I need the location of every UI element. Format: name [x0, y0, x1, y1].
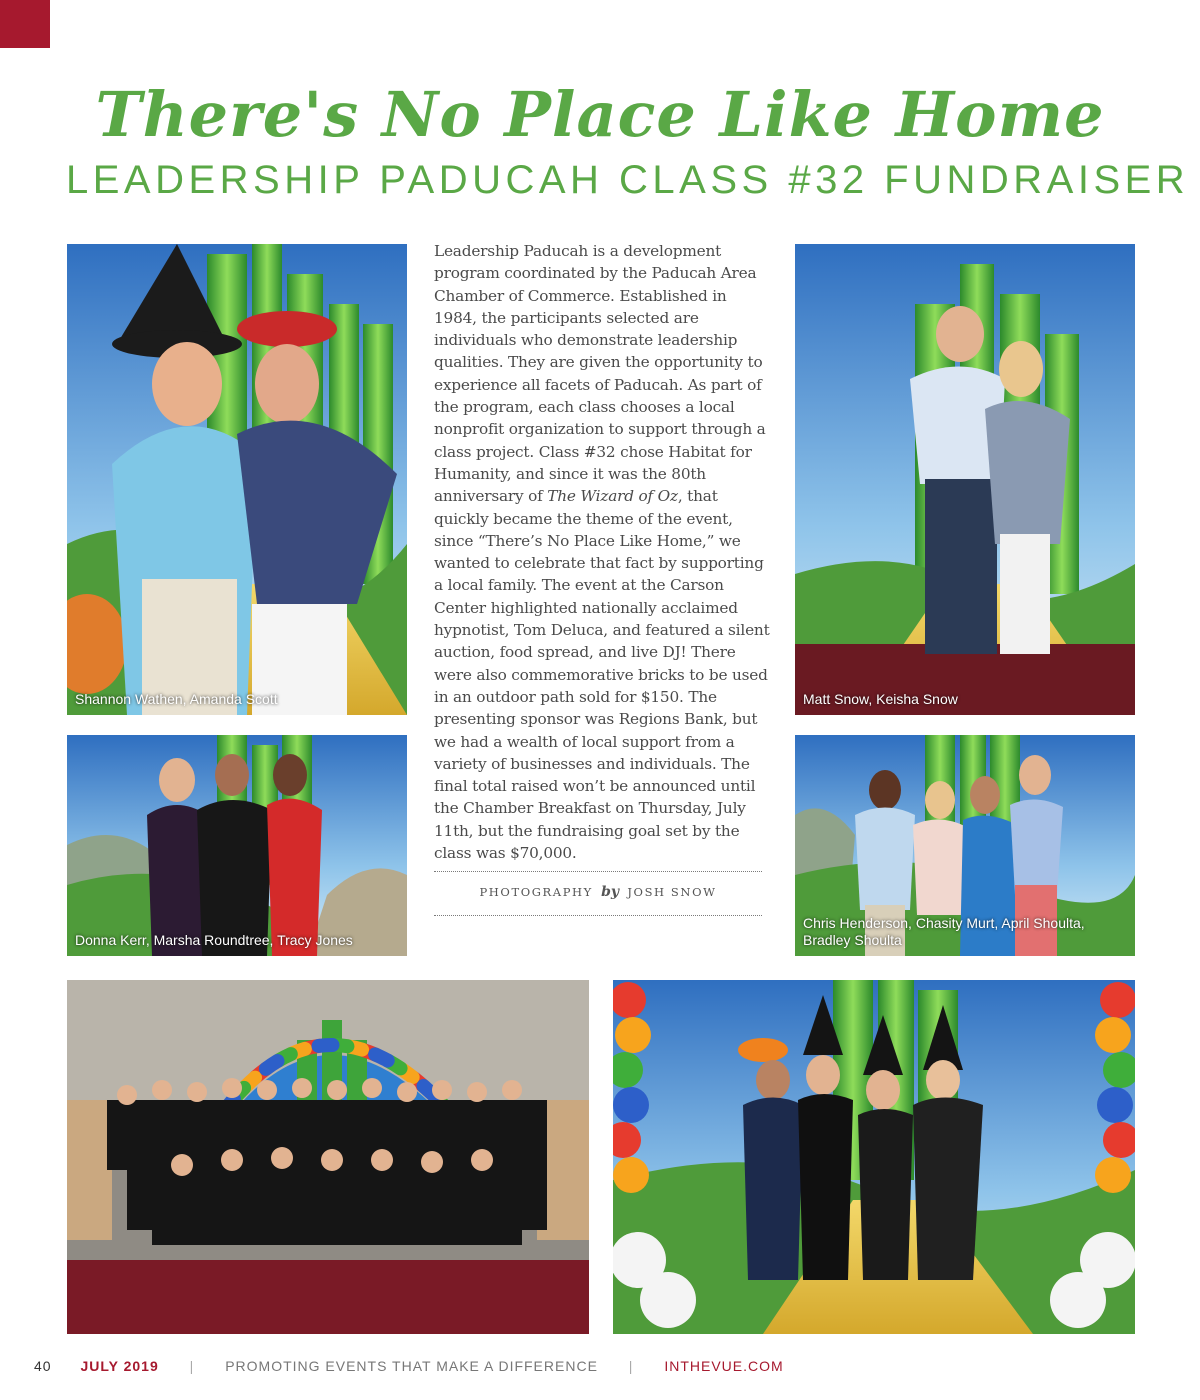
photo-image: [67, 244, 407, 715]
photo-credit-by: by: [601, 884, 620, 900]
photo-image: [67, 980, 589, 1334]
photo-caption: Chris Henderson, Chasity Murt, April Shoulta, Bradley Shoulta: [803, 915, 1085, 948]
photo-image: [613, 980, 1135, 1334]
article-body: [434, 240, 774, 864]
article-text-1: Leadership Paducah is a development program coordinated by the Paducah Area Chamber of Commerce. Established in 1984, the participants selected are individuals who demonstrate leadership qualities. They are given the opportunity to experience all facets of Paducah. As part of the program, each class chooses a local nonprofit organization to support through a class project. Class #32 chose Habitat for Humanity, and since it was the 80th anniversary of: [434, 242, 766, 506]
photo-class-group: [67, 980, 589, 1334]
page-subtitle: LEADERSHIP PADUCAH CLASS #32 FUNDRAISER: [66, 158, 1190, 202]
photo-credit-name: JOSH SNOW: [627, 885, 717, 899]
photo-matt-keisha: [795, 244, 1135, 715]
photo-chris-chasity-april-bradley: [795, 735, 1135, 956]
article-text-2: , that quickly became the theme of the event, since “There’s No Place Like Home,” we wanted to celebrate that fact by supporting a local family. The event at the Carson Center highlighted nationally acclaimed hypnotist, Tom Deluca, and featured a silent auction, food spread, and live DJ! There were also commemorative bricks to be used in an outdoor path sold for $150. The presenting sponsor was Regions Bank, but we had a wealth of local support from a variety of businesses and individuals. The final total raised won’t be announced until the Chamber Breakfast on Thursday, July 11th, but the fundraising goal set by the class was $70,000.: [434, 487, 770, 863]
footer-date: JULY 2019: [80, 1358, 159, 1374]
divider-bottom: [434, 915, 762, 916]
photo-caption: Donna Kerr, Marsha Roundtree, Tracy Jones: [75, 932, 353, 948]
article-book-title: The Wizard of Oz: [547, 487, 678, 506]
footer-separator: |: [189, 1358, 195, 1374]
footer-separator: |: [628, 1358, 634, 1374]
photo-caption: Matt Snow, Keisha Snow: [803, 691, 958, 707]
photo-caption: Shannon Wathen, Amanda Scott: [75, 691, 278, 707]
photo-image: [795, 244, 1135, 715]
divider-top: [434, 871, 762, 872]
photo-donna-marsha-tracy: [67, 735, 407, 956]
footer-tagline: PROMOTING EVENTS THAT MAKE A DIFFERENCE: [225, 1358, 598, 1374]
footer-url[interactable]: INTHEVUE.COM: [664, 1358, 784, 1374]
photo-image: [67, 735, 407, 956]
corner-tab: [0, 0, 50, 48]
page-footer: [34, 1358, 784, 1378]
photo-credit-label: PHOTOGRAPHY: [479, 885, 593, 899]
photo-shannon-amanda: [67, 244, 407, 715]
photo-credit: [434, 884, 762, 900]
footer-page-number: 40: [34, 1358, 52, 1374]
script-title: There's No Place Like Home: [95, 78, 1105, 151]
photo-witches: [613, 980, 1135, 1334]
